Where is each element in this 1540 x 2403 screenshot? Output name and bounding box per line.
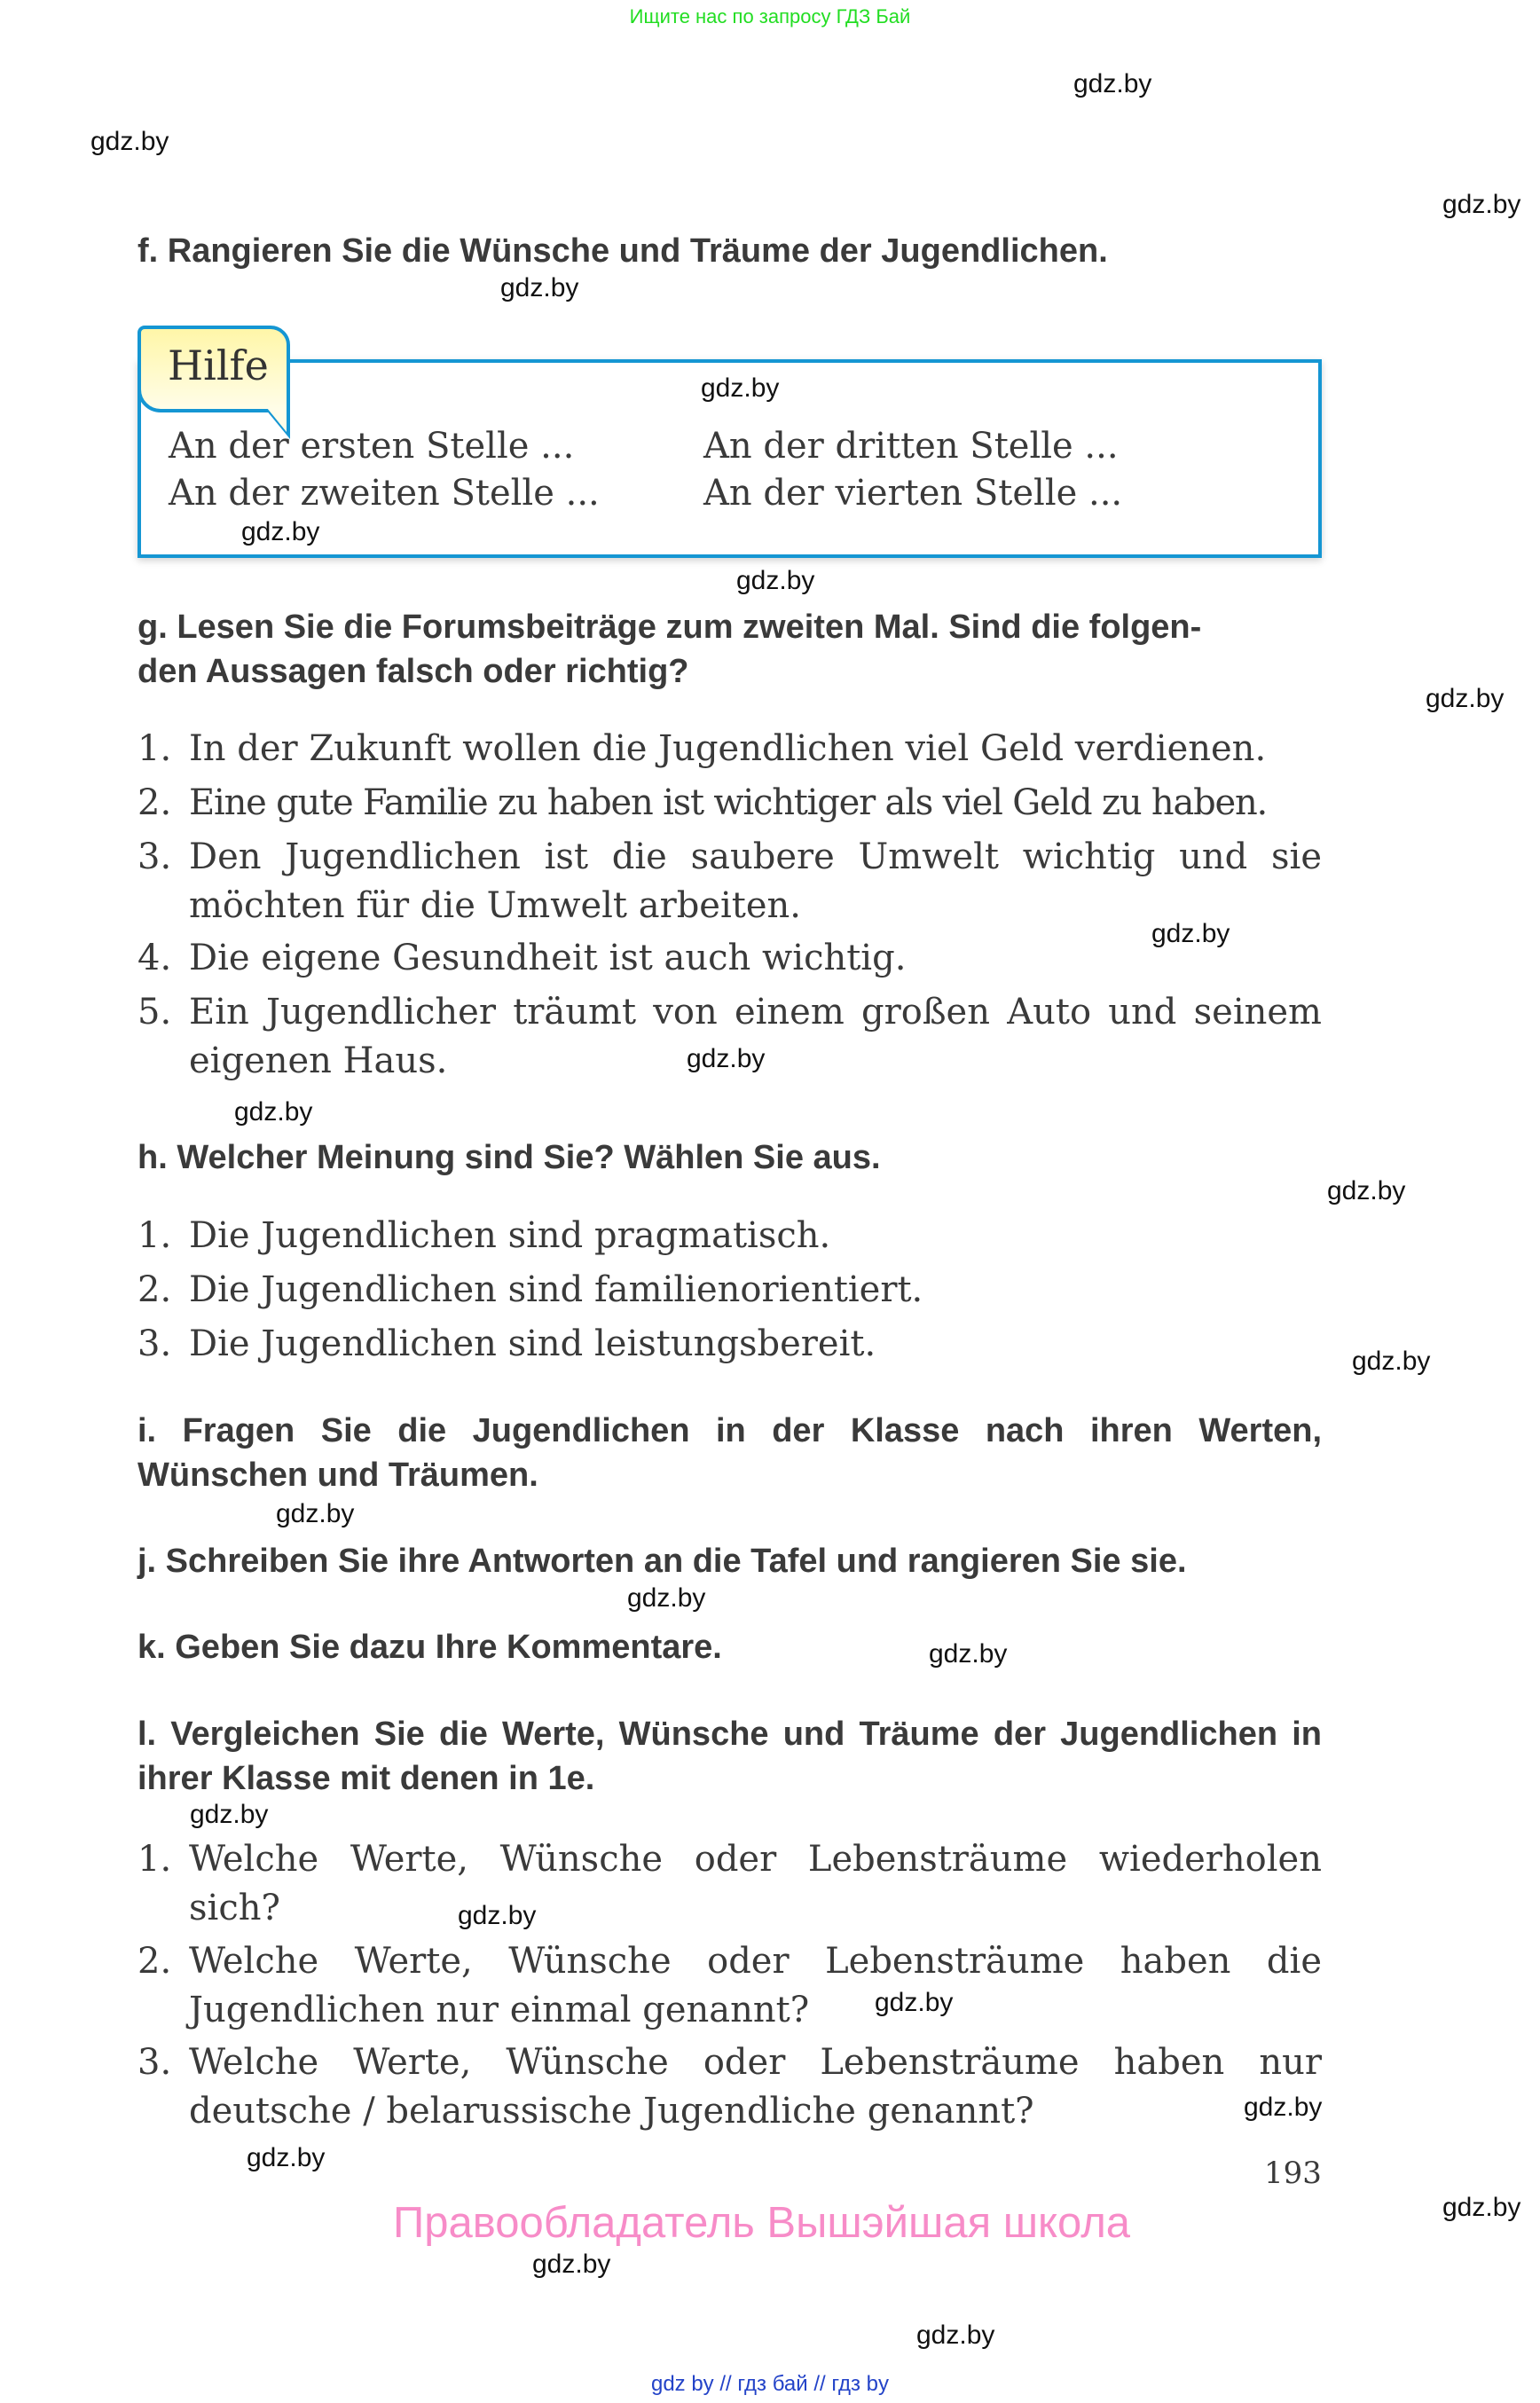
- comparison-question: [138, 2038, 1322, 2136]
- watermark-text: gdz.by: [736, 566, 815, 595]
- task-h-heading: h. Welcher Meinung sind Sie? Wählen Sie aus.: [138, 1139, 881, 1176]
- watermark-text: gdz.by: [500, 273, 579, 302]
- comparison-question: [138, 1937, 1322, 2035]
- task-l-heading: l. Vergleichen Sie die Werte, Wünsche und Träume der Jugendlichen in ihrer Klasse mit denen in 1e.: [138, 1716, 1322, 1797]
- watermark-text: gdz.by: [1073, 69, 1152, 98]
- watermark-text: gdz.by: [875, 1988, 954, 2017]
- hilfe-tab: [138, 326, 290, 412]
- footer-links[interactable]: gdz by // гдз бай // гдз by: [650, 2372, 890, 2396]
- watermark-text: gdz.by: [916, 2321, 995, 2350]
- task-k-heading: k. Geben Sie dazu Ihre Kommentare.: [138, 1629, 722, 1666]
- task-g-heading-line1: g. Lesen Sie die Forumsbeiträge zum zweiten Mal. Sind die folgen-: [138, 609, 1202, 646]
- watermark-text: gdz.by: [1244, 2093, 1323, 2122]
- item-number: 2.: [138, 1941, 172, 1982]
- item-number: 3.: [138, 1323, 172, 1364]
- item-text: Den Jugendlichen ist die saubere Umwelt wichtig und sie möchten für die Umwelt arbeiten.: [189, 836, 1322, 926]
- item-text: Die Jugendlichen sind leistungsbereit.: [189, 1323, 876, 1364]
- opinion-item: [138, 1266, 1322, 1315]
- hilfe-phrase-2: An der zweiten Stelle ...: [169, 473, 600, 514]
- watermark-text: gdz.by: [1426, 684, 1505, 713]
- watermark-text: gdz.by: [1352, 1347, 1431, 1376]
- watermark-text: gdz.by: [532, 2250, 611, 2279]
- hilfe-phrase-3: An der dritten Stelle ...: [703, 426, 1119, 467]
- hilfe-title: Hilfe: [168, 342, 269, 389]
- watermark-text: gdz.by: [929, 1639, 1008, 1669]
- statement-item: [138, 833, 1322, 931]
- page-number: 193: [1264, 2156, 1322, 2191]
- task-j-heading: j. Schreiben Sie ihre Antworten an die Tafel und rangieren Sie sie.: [138, 1543, 1187, 1580]
- item-text: Die Jugendlichen sind familienorientiert.: [189, 1269, 923, 1310]
- watermark-text: gdz.by: [247, 2143, 326, 2172]
- copyright-notice: Правообладатель Вышэйшая школа: [393, 2199, 1131, 2247]
- watermark-text: gdz.by: [234, 1097, 313, 1127]
- watermark-text: gdz.by: [90, 127, 169, 156]
- task-g-heading-line2: den Aussagen falsch oder richtig?: [138, 653, 689, 690]
- task-f-heading: f. Rangieren Sie die Wünsche und Träume der Jugendlichen.: [138, 232, 1108, 270]
- hilfe-phrase-4: An der vierten Stelle ...: [703, 473, 1123, 514]
- watermark-text: gdz.by: [1151, 919, 1230, 948]
- statement-item: [138, 779, 1322, 828]
- item-number: 1.: [138, 1215, 172, 1256]
- watermark-text: gdz.by: [1442, 2193, 1521, 2222]
- item-text: Welche Werte, Wünsche oder Lebensträume haben nur deutsche / belarussische Jugendliche genannt?: [189, 2042, 1322, 2132]
- item-number: 4.: [138, 938, 172, 978]
- statement-item: [138, 725, 1322, 774]
- watermark-text: gdz.by: [1442, 190, 1521, 219]
- item-number: 3.: [138, 836, 172, 877]
- statement-item: [138, 934, 1322, 983]
- watermark-text: gdz.by: [190, 1800, 269, 1829]
- item-number: 3.: [138, 2042, 172, 2083]
- watermark-text: gdz.by: [276, 1499, 355, 1528]
- opinion-item: [138, 1320, 1322, 1369]
- item-number: 2.: [138, 782, 172, 823]
- item-text: Die Jugendlichen sind pragmatisch.: [189, 1215, 831, 1256]
- watermark-text: gdz.by: [701, 373, 780, 403]
- item-text: In der Zukunft wollen die Jugendlichen viel Geld verdienen.: [189, 728, 1267, 769]
- watermark-text: gdz.by: [458, 1901, 537, 1930]
- watermark-text: gdz.by: [241, 517, 320, 546]
- watermark-text: gdz.by: [687, 1044, 766, 1073]
- item-number: 1.: [138, 1839, 172, 1880]
- item-text: Welche Werte, Wünsche oder Lebensträume haben die Jugendlichen nur einmal genannt?: [189, 1941, 1322, 2030]
- item-text: Ein Jugendlicher träumt von einem großen Auto und seinem eigenen Haus.: [189, 992, 1322, 1081]
- watermark-text: gdz.by: [1327, 1176, 1406, 1205]
- search-hint-banner: Ищите нас по запросу ГДЗ Бай: [629, 5, 911, 27]
- item-number: 2.: [138, 1269, 172, 1310]
- task-i-heading: i. Fragen Sie die Jugendlichen in der Klasse nach ihren Werten, Wünschen und Träumen.: [138, 1412, 1322, 1494]
- item-text: Die eigene Gesundheit ist auch wichtig.: [189, 938, 907, 978]
- item-text: Eine gute Familie zu haben ist wichtiger als viel Geld zu haben.: [189, 782, 1268, 823]
- watermark-text: gdz.by: [627, 1583, 706, 1613]
- hilfe-phrase-1: An der ersten Stelle ...: [169, 426, 575, 467]
- item-number: 5.: [138, 992, 172, 1033]
- item-number: 1.: [138, 728, 172, 769]
- comparison-question: [138, 1835, 1322, 1933]
- opinion-item: [138, 1212, 1322, 1260]
- item-text: Welche Werte, Wünsche oder Lebensträume wiederholen sich?: [189, 1839, 1322, 1928]
